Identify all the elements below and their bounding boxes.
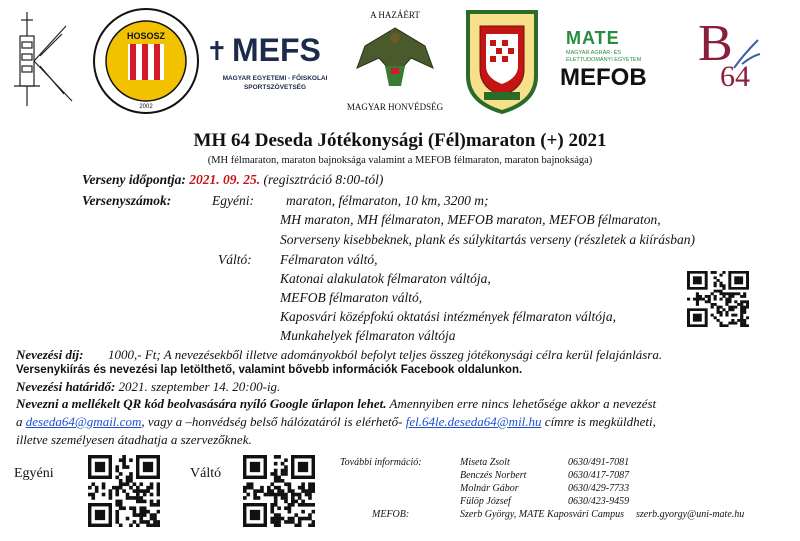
individual-line-1: maraton, félmaraton, 10 km, 3200 m; — [286, 193, 489, 208]
relay-qr-label: Váltó — [190, 466, 222, 481]
contact-phone-4: 0630/423-9459 — [568, 496, 630, 507]
relay-line-4: Kaposvári középfokú oktatási intézmények félmaraton váltója, — [280, 309, 616, 324]
info-qr-code[interactable] — [687, 271, 749, 327]
mefob-contact-email[interactable]: szerb.gyorgy@uni-mate.hu — [636, 509, 745, 520]
individual-line-2: MH maraton, MH félmaraton, MEFOB maraton, MEFOB félmaraton, — [280, 212, 661, 227]
honved-logo — [345, 6, 445, 118]
mate-subtitle-2: ÉLETTUDOMÁNYI EGYETEM — [566, 57, 642, 63]
categories-label: Versenyszámok: — [82, 193, 172, 208]
qr-instruction-line-2 — [16, 414, 656, 430]
qr-instruction-rest: Amennyiben erre nincs lehetősége akkor a nevezést — [389, 396, 657, 411]
deadline-row — [16, 379, 280, 395]
relay-line-2: Katonai alakulatok félmaraton váltója, — [280, 271, 491, 286]
honved-bottom-text: MAGYAR HONVÉDSÉG — [346, 102, 444, 112]
mefs-cross-icon: ✝ — [206, 36, 228, 66]
kaposvar-logo — [6, 6, 84, 110]
runner-icon — [728, 34, 764, 74]
honved-top-text: A HAZÁÉRT — [370, 10, 420, 20]
qr-instruction-line-3: illetve személyesen átadhatja a szervezőknek. — [16, 432, 252, 447]
b64-logo — [698, 14, 768, 106]
page-title: MH 64 Deseda Jótékonysági (Fél)maraton (+) 2021 — [193, 130, 607, 151]
hososz-logo — [92, 6, 200, 116]
relay-line-5: Munkahelyek félmaraton váltója — [280, 328, 456, 343]
mefob-label: MEFOB: — [372, 509, 410, 520]
mate-name: MATE — [566, 28, 620, 48]
contact-name-1: Miseta Zsolt — [460, 457, 510, 468]
mefs-subtitle-1: MAGYAR EGYETEMI - FŐISKOLAI — [222, 75, 328, 82]
relay-line-1: Félmaraton váltó, — [280, 252, 378, 267]
individual-qr-label: Egyéni — [14, 466, 54, 481]
relay-line-3: MEFOB félmaraton váltó, — [280, 290, 423, 305]
mefob-name: MEFOB — [560, 64, 647, 91]
email-link-gmail[interactable]: deseda64@gmail.com — [25, 414, 142, 429]
contact-phone-2: 0630/417-7087 — [568, 470, 630, 481]
contact-phone-1: 0630/491-7081 — [568, 457, 630, 468]
fee-row — [16, 347, 662, 363]
relay-label: Váltó: — [218, 252, 252, 267]
mate-subtitle-1: MAGYAR AGRÁR- ÉS — [566, 50, 621, 56]
mate-mefob-logo — [560, 28, 686, 100]
download-note: Versenykiírás és nevezési lap letölthető, valamint bővebb információk Facebook oldalunkon. — [16, 364, 523, 376]
b64-letter: B — [698, 15, 733, 72]
mefs-subtitle-2: SPORTSZÖVETSÉG — [243, 84, 307, 91]
qr-instruction-line-1 — [16, 396, 656, 412]
contact-name-3: Molnár Gábor — [460, 483, 519, 494]
fee-label: Nevezési díj: — [16, 347, 84, 362]
hososz-year: 2002 — [139, 104, 153, 110]
contact-name-4: Fülöp József — [460, 496, 511, 507]
line2-pre: a — [16, 414, 23, 429]
individual-label: Egyéni: — [212, 193, 254, 208]
b64-number: 64 — [720, 60, 750, 93]
hososz-text: HOSOSZ — [126, 31, 166, 41]
qr-instruction-bold: Nevezni a mellékelt QR kód beolvasására nyíló Google űrlapon lehet. — [16, 396, 387, 411]
contact-name-2: Benczés Norbert — [460, 470, 527, 481]
mefs-name: MEFS — [232, 32, 321, 68]
email-link-mil[interactable]: fel.64le.deseda64@mil.hu — [405, 414, 542, 429]
unit-shield-logo — [462, 6, 542, 116]
mefob-contact-name: Szerb György, MATE Kaposvári Campus — [460, 509, 624, 520]
date-label: Verseny időpontja: — [82, 172, 186, 187]
individual-qr-code[interactable] — [88, 455, 160, 527]
contact-phone-3: 0630/429-7733 — [568, 483, 630, 494]
mefs-logo — [206, 30, 338, 100]
page-subtitle: (MH félmaraton, maraton bajnoksága valamint a MEFOB félmaraton, maraton bajnoksága) — [207, 155, 593, 166]
contacts-label: További információ: — [340, 457, 422, 468]
line2-mid: , vagy a –honvédség belső hálózatáról is elérhető- — [141, 414, 403, 429]
fee-text: 1000,- Ft; A nevezésekből illetve adományokból befolyt teljes összeg jótékonysági célra kerül felajánlásra. — [108, 347, 663, 362]
date-value: 2021. 09. 25. — [189, 172, 261, 187]
deadline-value: 2021. szeptember 14. 20:00-ig. — [118, 379, 281, 394]
individual-line-3: Sorverseny kisebbeknek, plank és súlykitartás verseny (részletek a kiírásban) — [280, 232, 695, 247]
deadline-label: Nevezési határidő: — [16, 379, 116, 394]
date-row — [82, 172, 383, 188]
relay-qr-code[interactable] — [243, 455, 315, 527]
line2-post: címre is megküldheti, — [544, 414, 656, 429]
date-note: (regisztráció 8:00-tól) — [263, 172, 384, 187]
